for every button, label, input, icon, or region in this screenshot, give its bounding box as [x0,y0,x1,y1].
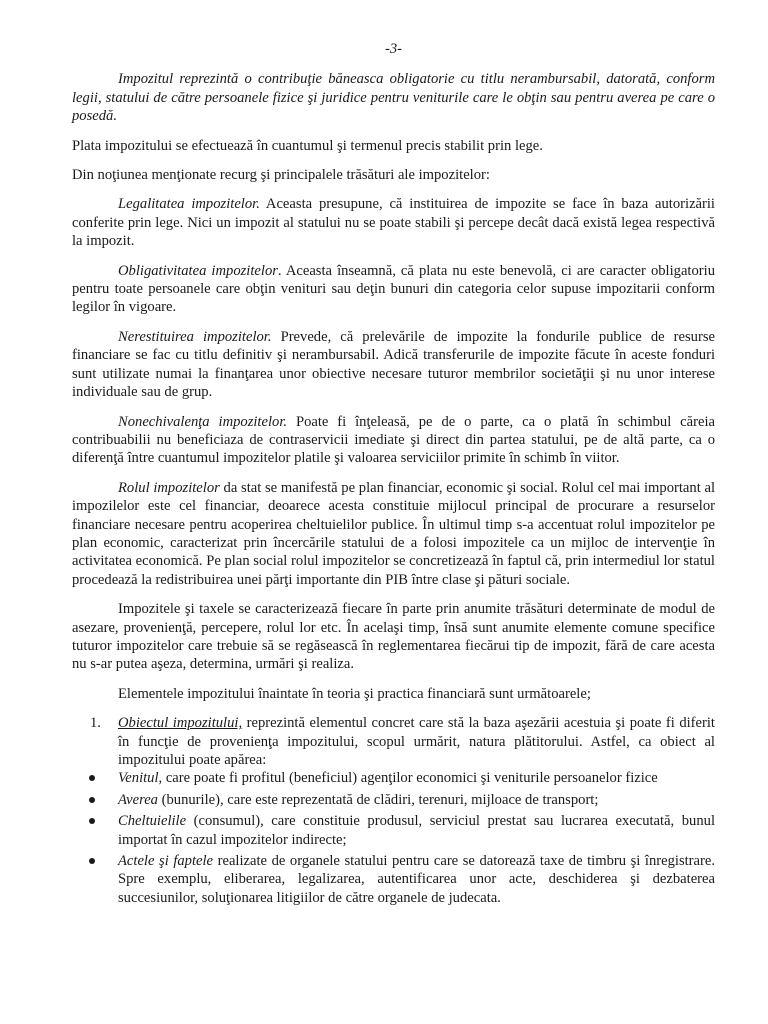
trait-text: Poate fi înţeleasă, pe de o parte, ca o plată în schimbul căreia contribuabilii nu beneficiaza de contraservicii imediate şi direct din partea statului, pe de altă parte, ca o diferenţă între cuantumul impozitelor platile şi valoarea serviciilor primite în schimb în viitor. [72,413,715,467]
bullet-item-cheltuielile [72,812,715,849]
bullet-text: (consumul), care constituie produsul, serviciul prestat sau lucrarea executată, bunul importat în cazul impozitelor indirecte; [118,813,715,848]
trait-term: Legalitatea impozitelor. [118,196,260,213]
bullet-icon [89,818,95,824]
bullet-icon [89,775,95,781]
document-page [72,40,715,910]
element-term: Obiectul impozitului, [118,715,243,732]
objects-bullet-list [72,769,715,907]
bullet-icon [89,797,95,803]
bullet-term: Cheltuielile [118,813,187,830]
paragraph-rolul [72,479,715,589]
bullet-item-averea [72,791,715,809]
paragraph-elementele: Elementele impozitului înaintate în teoria şi practica financiară sunt următoarele; [118,685,591,702]
trait-term: Nonechivalenţa impozitelor. [118,413,288,430]
bullet-text: realizate de organele statului pentru care se datorează taxe de timbru şi înregistrare. Spre exemplu, eliberarea, legalizarea, autentificarea unor acte, deschiderea şi dezbaterea succesiunilor, soluţionarea litigiilor de către organele de judecata. [118,853,715,906]
paragraph-caracterizeaza: Impozitele şi taxele se caracterizează fiecare în parte prin anumite trăsături determinate de modul de asezare, provenienţă, percepere, rolul lor etc. În acelaşi timp, însă sunt anumite elemente comune specifice tuturor impozitelor care trebuie să se regăsească în reglementarea fiecărui tip de impozit, fără de care acesta nu s-ar putea aşeza, determina, urmări şi realiza. [72,601,715,673]
trait-text: . Aceasta înseamnă, că plata nu este benevolă, ci are caracter obligatoriu pentru toate persoanele care obţin venituri sau deţin bunuri din categoria celor supuse impozitarii conform legilor în vigoare. [72,262,715,316]
list-number: 1. [90,715,101,732]
trait-text: Aceasta presupune, că instituirea de impozite se face în baza autorizării conferite prin lege. Nici un impozit al statului nu se poate stabili şi percepe decât dacă există legea respectivă la impozit. [72,196,715,250]
list-item-obiectul [72,714,715,769]
paragraph-plata: Plata impozitului se efectuează în cuantumul şi termenul precis stabilit prin lege. [72,137,543,154]
trait-term: Nerestituirea impozitelor. [118,328,272,345]
trait-legalitatea [72,195,715,250]
bullet-text: (bunurile), care este reprezentată de clădiri, terenuri, mijloace de transport; [157,791,599,808]
rolul-term: Rolul impozitelor [118,479,220,496]
element-text: reprezintă elementul concret care stă la baza aşezării acestuia şi poate fi diferit în funcţie de provenienţa impozitului, scopul urmărit, natura plătitorului. Astfel, ca obiect al impozitului poate apărea: [118,715,715,768]
page-number: -3- [384,41,403,57]
elements-list [72,714,715,769]
bullet-item-venitul [72,769,715,787]
bullet-item-actele [72,852,715,907]
paragraph-notiune: Din noţiunea menţionate recurg şi principalele trăsături ale impozitelor: [72,167,490,184]
bullet-icon [89,858,95,864]
rolul-text: da stat se manifestă pe plan financiar, economic şi social. Rolul cel mai important al impozilelor este cel financiar, deoarece acesta constituie mijlocul principal de procurare a resurselor financiare necesare pentru acoperirea cheltuielilor publice. În ultimul timp s-a accentuat rolul impozitelor pe plan economic, caracterizat prin încercările statului de a folosi impozitele ca un mijloc de intervenţie în activitatea economică. Pe plan social rolul impozitelor se concretizează în faptul că, prin intermediul lor statul procedează la redistribuirea unei părţi importante din PIB între clase şi pături sociale. [72,479,715,588]
intro-definition: Impozitul reprezintă o contribuţie băneasca obligatorie cu titlu nerambursabil, datorată, conform legii, statului de către persoanele fizice şi juridice pentru veniturile care le obţin sau pentru averea pe care o posedă. [72,71,715,125]
trait-nerestituirea [72,328,715,402]
trait-term: Obligativitatea impozitelor [118,262,278,279]
trait-nonechivalenta [72,413,715,468]
bullet-text: , care poate fi profitul (beneficiul) agenţilor economici şi veniturile persoanelor fizice [158,770,658,787]
trait-text: Prevede, că prelevările de impozite la fondurile publice de resurse financiare se fac cu titlu definitiv şi nerambursabil. Adică transferurile de impozite făcute în aceste fonduri sunt utilizate numai la finanţarea unor obiective necesare tuturor membrilor societăţii şi nu unor interese individuale sau de grup. [72,328,715,401]
bullet-term: Venitul [118,770,159,787]
bullet-term: Averea [118,791,158,808]
trait-obligativitatea [72,262,715,317]
bullet-term: Actele şi faptele [118,853,214,870]
